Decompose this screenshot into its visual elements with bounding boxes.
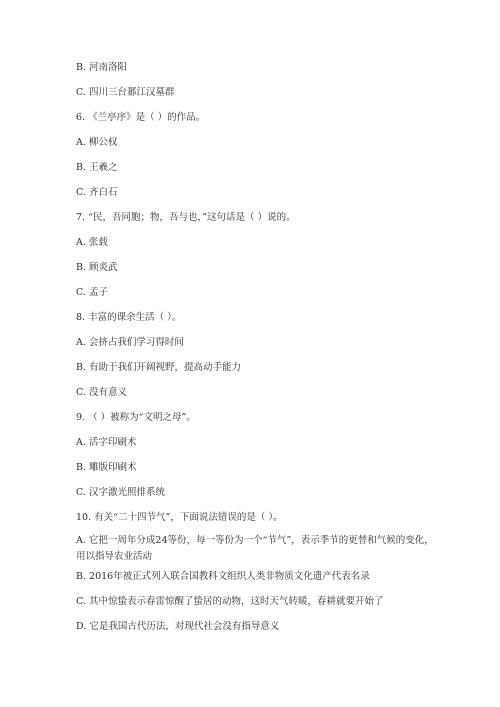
option-b-q7: B. 顾炎武 bbox=[76, 262, 118, 273]
option-c-q5: C. 四川三台郪江汉墓群 bbox=[76, 87, 175, 98]
option-a-q8: A. 会挤占我们学习得时间 bbox=[76, 337, 184, 348]
option-b-q6: B. 王羲之 bbox=[76, 162, 118, 173]
question-8: 8. 丰富的课余生活（ ）。 bbox=[76, 312, 182, 323]
question-6: 6. 《兰亭序》是（ ）的作品。 bbox=[76, 112, 206, 123]
question-10: 10. 有关“二十四节气”，下面说法错误的是（ ）。 bbox=[76, 512, 283, 523]
question-7: 7. “民，吾同胞；物，吾与也，”这句话是（ ）说的。 bbox=[76, 212, 296, 223]
option-a-q10: A. 它把一周年分成24等份，每一等份为一个“节气”，表示季节的更替和气候的变化，用以指导农业活动 bbox=[76, 535, 434, 562]
option-b-q9: B. 雕版印刷术 bbox=[76, 462, 137, 473]
question-9: 9. （ ）被称为“文明之母”。 bbox=[76, 412, 196, 423]
option-c-q8: C. 没有意义 bbox=[76, 387, 127, 398]
option-a-q7: A. 张载 bbox=[76, 237, 108, 248]
option-c-q7: C. 孟子 bbox=[76, 287, 108, 298]
option-b-q10: B. 2016年被正式列入联合国教科文组织人类非物质文化遗产代表名录 bbox=[76, 571, 370, 582]
option-a-q9: A. 活字印刷术 bbox=[76, 437, 137, 448]
option-c-q10: C. 其中惊蛰表示春雷惊醒了蛰居的动物，这时天气转暖，春耕就要开始了 bbox=[76, 596, 384, 607]
option-c-q9: C. 汉字激光照排系统 bbox=[76, 487, 165, 498]
option-c-q6: C. 齐白石 bbox=[76, 187, 118, 198]
option-b-q5: B. 河南洛阳 bbox=[76, 62, 128, 73]
option-a-q6: A. 柳公权 bbox=[76, 137, 118, 148]
option-b-q8: B. 有助于我们开阔视野，提高动手能力 bbox=[76, 362, 242, 373]
option-d-q10: D. 它是我国古代历法，对现代社会没有指导意义 bbox=[76, 621, 280, 632]
